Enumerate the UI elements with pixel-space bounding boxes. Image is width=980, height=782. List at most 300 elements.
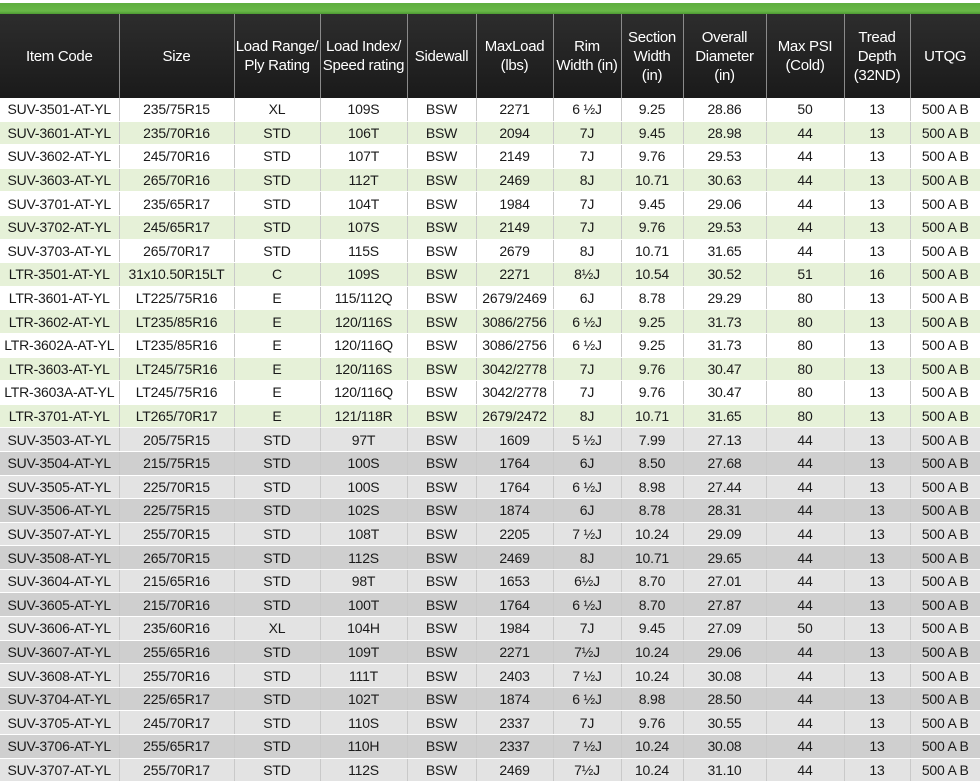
load-range-cell: STD	[234, 735, 320, 759]
section-width-cell: 8.78	[621, 499, 683, 523]
size-cell: LT235/85R16	[119, 333, 234, 357]
section-width-cell: 10.24	[621, 640, 683, 664]
item-code-cell: SUV-3607-AT-YL	[0, 640, 119, 664]
item-code-cell: LTR-3602A-AT-YL	[0, 333, 119, 357]
overall-diameter-cell: 30.52	[683, 263, 766, 287]
tread-depth-cell: 13	[844, 687, 910, 711]
load-range-cell: E	[234, 333, 320, 357]
rim-width-cell: 6J	[553, 451, 621, 475]
overall-diameter-cell: 28.50	[683, 687, 766, 711]
sidewall-cell: BSW	[407, 357, 476, 381]
section-width-cell: 9.76	[621, 215, 683, 239]
load-index-cell: 98T	[320, 569, 407, 593]
max-load-cell: 2679/2472	[476, 404, 553, 428]
sidewall-cell: BSW	[407, 640, 476, 664]
utqg-cell: 500 A B	[910, 381, 980, 405]
load-range-cell: STD	[234, 239, 320, 263]
max-psi-cell: 80	[766, 333, 844, 357]
rim-width-cell: 7 ½J	[553, 664, 621, 688]
max-load-cell: 2271	[476, 640, 553, 664]
table-row	[0, 121, 980, 145]
load-range-cell: STD	[234, 499, 320, 523]
utqg-cell: 500 A B	[910, 735, 980, 759]
load-range-cell: STD	[234, 758, 320, 782]
overall-diameter-cell: 30.08	[683, 664, 766, 688]
max-load-cell: 2403	[476, 664, 553, 688]
size-cell: LT235/85R16	[119, 310, 234, 334]
load-index-cell: 97T	[320, 428, 407, 452]
overall-diameter-cell: 29.09	[683, 522, 766, 546]
section-width-cell: 9.45	[621, 121, 683, 145]
item-code-cell: SUV-3507-AT-YL	[0, 522, 119, 546]
tread-depth-cell: 13	[844, 357, 910, 381]
col-header-item-code: Item Code	[0, 14, 119, 98]
load-range-cell: STD	[234, 451, 320, 475]
load-index-cell: 100S	[320, 451, 407, 475]
table-row	[0, 522, 980, 546]
item-code-cell: SUV-3608-AT-YL	[0, 664, 119, 688]
item-code-cell: SUV-3503-AT-YL	[0, 428, 119, 452]
sidewall-cell: BSW	[407, 617, 476, 641]
load-range-cell: STD	[234, 546, 320, 570]
load-index-cell: 102T	[320, 687, 407, 711]
max-psi-cell: 80	[766, 357, 844, 381]
table-row	[0, 286, 980, 310]
utqg-cell: 500 A B	[910, 664, 980, 688]
max-psi-cell: 44	[766, 522, 844, 546]
overall-diameter-cell: 27.68	[683, 451, 766, 475]
sidewall-cell: BSW	[407, 121, 476, 145]
overall-diameter-cell: 30.55	[683, 711, 766, 735]
section-width-cell: 8.70	[621, 593, 683, 617]
item-code-cell: SUV-3504-AT-YL	[0, 451, 119, 475]
load-range-cell: STD	[234, 168, 320, 192]
load-index-cell: 107T	[320, 145, 407, 169]
sidewall-cell: BSW	[407, 145, 476, 169]
load-index-cell: 120/116S	[320, 310, 407, 334]
col-header-overall-diameter: Overall Diameter (in)	[683, 14, 766, 98]
utqg-cell: 500 A B	[910, 310, 980, 334]
sidewall-cell: BSW	[407, 215, 476, 239]
max-psi-cell: 44	[766, 711, 844, 735]
col-header-tread-depth: Tread Depth (32ND)	[844, 14, 910, 98]
max-psi-cell: 44	[766, 451, 844, 475]
green-accent-bar	[0, 0, 980, 14]
item-code-cell: SUV-3604-AT-YL	[0, 569, 119, 593]
max-psi-cell: 80	[766, 286, 844, 310]
overall-diameter-cell: 30.63	[683, 168, 766, 192]
section-width-cell: 8.50	[621, 451, 683, 475]
rim-width-cell: 8J	[553, 168, 621, 192]
load-index-cell: 106T	[320, 121, 407, 145]
tread-depth-cell: 13	[844, 711, 910, 735]
section-width-cell: 10.24	[621, 735, 683, 759]
max-psi-cell: 44	[766, 192, 844, 216]
load-range-cell: STD	[234, 475, 320, 499]
col-header-utqg: UTQG	[910, 14, 980, 98]
rim-width-cell: 6 ½J	[553, 98, 621, 121]
utqg-cell: 500 A B	[910, 98, 980, 121]
tread-depth-cell: 13	[844, 310, 910, 334]
utqg-cell: 500 A B	[910, 404, 980, 428]
load-range-cell: C	[234, 263, 320, 287]
utqg-cell: 500 A B	[910, 215, 980, 239]
size-cell: LT245/75R16	[119, 381, 234, 405]
overall-diameter-cell: 27.01	[683, 569, 766, 593]
rim-width-cell: 6 ½J	[553, 687, 621, 711]
sidewall-cell: BSW	[407, 687, 476, 711]
item-code-cell: SUV-3501-AT-YL	[0, 98, 119, 121]
max-load-cell: 2469	[476, 758, 553, 782]
table-row	[0, 381, 980, 405]
size-cell: 235/65R17	[119, 192, 234, 216]
section-width-cell: 9.45	[621, 192, 683, 216]
max-load-cell: 3086/2756	[476, 310, 553, 334]
overall-diameter-cell: 27.44	[683, 475, 766, 499]
utqg-cell: 500 A B	[910, 475, 980, 499]
size-cell: LT265/70R17	[119, 404, 234, 428]
tread-depth-cell: 13	[844, 593, 910, 617]
table-row	[0, 546, 980, 570]
section-width-cell: 8.70	[621, 569, 683, 593]
table-row	[0, 758, 980, 782]
table-row	[0, 333, 980, 357]
section-width-cell: 10.71	[621, 239, 683, 263]
tread-depth-cell: 13	[844, 735, 910, 759]
rim-width-cell: 6J	[553, 286, 621, 310]
utqg-cell: 500 A B	[910, 617, 980, 641]
table-row	[0, 499, 980, 523]
section-width-cell: 9.76	[621, 711, 683, 735]
tread-depth-cell: 13	[844, 121, 910, 145]
max-psi-cell: 44	[766, 735, 844, 759]
overall-diameter-cell: 31.73	[683, 310, 766, 334]
col-header-section-width: Section Width (in)	[621, 14, 683, 98]
utqg-cell: 500 A B	[910, 121, 980, 145]
table-row	[0, 664, 980, 688]
overall-diameter-cell: 30.47	[683, 381, 766, 405]
utqg-cell: 500 A B	[910, 333, 980, 357]
max-load-cell: 2271	[476, 98, 553, 121]
rim-width-cell: 8½J	[553, 263, 621, 287]
tread-depth-cell: 13	[844, 98, 910, 121]
section-width-cell: 8.78	[621, 286, 683, 310]
col-header-rim-width: Rim Width (in)	[553, 14, 621, 98]
utqg-cell: 500 A B	[910, 263, 980, 287]
sidewall-cell: BSW	[407, 168, 476, 192]
size-cell: 245/70R16	[119, 145, 234, 169]
overall-diameter-cell: 27.87	[683, 593, 766, 617]
item-code-cell: LTR-3603A-AT-YL	[0, 381, 119, 405]
table-row	[0, 98, 980, 121]
rim-width-cell: 7 ½J	[553, 522, 621, 546]
load-index-cell: 110S	[320, 711, 407, 735]
max-load-cell: 1764	[476, 593, 553, 617]
load-index-cell: 109S	[320, 263, 407, 287]
overall-diameter-cell: 28.98	[683, 121, 766, 145]
utqg-cell: 500 A B	[910, 145, 980, 169]
size-cell: 31x10.50R15LT	[119, 263, 234, 287]
table-row	[0, 687, 980, 711]
rim-width-cell: 7J	[553, 145, 621, 169]
load-range-cell: STD	[234, 192, 320, 216]
max-psi-cell: 44	[766, 215, 844, 239]
section-width-cell: 10.71	[621, 168, 683, 192]
overall-diameter-cell: 30.08	[683, 735, 766, 759]
sidewall-cell: BSW	[407, 286, 476, 310]
max-load-cell: 2094	[476, 121, 553, 145]
max-load-cell: 2337	[476, 711, 553, 735]
load-range-cell: STD	[234, 711, 320, 735]
sidewall-cell: BSW	[407, 239, 476, 263]
size-cell: 205/75R15	[119, 428, 234, 452]
table-row	[0, 192, 980, 216]
overall-diameter-cell: 27.09	[683, 617, 766, 641]
load-index-cell: 107S	[320, 215, 407, 239]
sidewall-cell: BSW	[407, 333, 476, 357]
load-range-cell: E	[234, 286, 320, 310]
tread-depth-cell: 13	[844, 758, 910, 782]
size-cell: 235/75R15	[119, 98, 234, 121]
load-index-cell: 121/118R	[320, 404, 407, 428]
col-header-max-load: MaxLoad (lbs)	[476, 14, 553, 98]
table-row	[0, 145, 980, 169]
load-range-cell: STD	[234, 640, 320, 664]
load-index-cell: 115S	[320, 239, 407, 263]
max-load-cell: 2337	[476, 735, 553, 759]
max-psi-cell: 44	[766, 428, 844, 452]
load-range-cell: E	[234, 357, 320, 381]
max-psi-cell: 44	[766, 239, 844, 263]
size-cell: 265/70R15	[119, 546, 234, 570]
max-load-cell: 2271	[476, 263, 553, 287]
tread-depth-cell: 13	[844, 215, 910, 239]
rim-width-cell: 8J	[553, 404, 621, 428]
section-width-cell: 9.45	[621, 617, 683, 641]
sidewall-cell: BSW	[407, 263, 476, 287]
tread-depth-cell: 13	[844, 239, 910, 263]
section-width-cell: 8.98	[621, 475, 683, 499]
max-load-cell: 2679/2469	[476, 286, 553, 310]
load-range-cell: STD	[234, 121, 320, 145]
size-cell: 235/60R16	[119, 617, 234, 641]
max-psi-cell: 44	[766, 546, 844, 570]
section-width-cell: 9.76	[621, 357, 683, 381]
load-range-cell: XL	[234, 617, 320, 641]
utqg-cell: 500 A B	[910, 687, 980, 711]
size-cell: 235/70R16	[119, 121, 234, 145]
size-cell: 245/65R17	[119, 215, 234, 239]
rim-width-cell: 6J	[553, 499, 621, 523]
sidewall-cell: BSW	[407, 758, 476, 782]
max-load-cell: 2149	[476, 215, 553, 239]
utqg-cell: 500 A B	[910, 758, 980, 782]
sidewall-cell: BSW	[407, 664, 476, 688]
overall-diameter-cell: 28.86	[683, 98, 766, 121]
section-width-cell: 10.71	[621, 546, 683, 570]
rim-width-cell: 8J	[553, 546, 621, 570]
table-row	[0, 263, 980, 287]
load-range-cell: STD	[234, 569, 320, 593]
max-psi-cell: 44	[766, 687, 844, 711]
overall-diameter-cell: 28.31	[683, 499, 766, 523]
item-code-cell: SUV-3702-AT-YL	[0, 215, 119, 239]
utqg-cell: 500 A B	[910, 451, 980, 475]
size-cell: 255/65R16	[119, 640, 234, 664]
utqg-cell: 500 A B	[910, 522, 980, 546]
item-code-cell: LTR-3602-AT-YL	[0, 310, 119, 334]
size-cell: 215/75R15	[119, 451, 234, 475]
size-cell: 255/70R15	[119, 522, 234, 546]
overall-diameter-cell: 31.65	[683, 239, 766, 263]
load-index-cell: 109T	[320, 640, 407, 664]
load-range-cell: STD	[234, 145, 320, 169]
max-psi-cell: 44	[766, 569, 844, 593]
sidewall-cell: BSW	[407, 499, 476, 523]
tread-depth-cell: 13	[844, 664, 910, 688]
max-load-cell: 1764	[476, 475, 553, 499]
tread-depth-cell: 13	[844, 617, 910, 641]
rim-width-cell: 8J	[553, 239, 621, 263]
max-load-cell: 1984	[476, 192, 553, 216]
sidewall-cell: BSW	[407, 428, 476, 452]
max-load-cell: 2679	[476, 239, 553, 263]
rim-width-cell: 6 ½J	[553, 475, 621, 499]
size-cell: 255/70R17	[119, 758, 234, 782]
rim-width-cell: 7J	[553, 357, 621, 381]
col-header-size: Size	[119, 14, 234, 98]
max-psi-cell: 80	[766, 404, 844, 428]
table-row	[0, 428, 980, 452]
size-cell: LT245/75R16	[119, 357, 234, 381]
section-width-cell: 10.24	[621, 522, 683, 546]
utqg-cell: 500 A B	[910, 546, 980, 570]
table-row	[0, 640, 980, 664]
tread-depth-cell: 13	[844, 333, 910, 357]
size-cell: 225/70R15	[119, 475, 234, 499]
max-load-cell: 1609	[476, 428, 553, 452]
rim-width-cell: 7J	[553, 121, 621, 145]
tread-depth-cell: 13	[844, 286, 910, 310]
tire-spec-table	[0, 14, 980, 782]
size-cell: 265/70R17	[119, 239, 234, 263]
rim-width-cell: 7½J	[553, 758, 621, 782]
table-row	[0, 357, 980, 381]
load-range-cell: XL	[234, 98, 320, 121]
utqg-cell: 500 A B	[910, 569, 980, 593]
load-index-cell: 120/116Q	[320, 333, 407, 357]
tread-depth-cell: 13	[844, 640, 910, 664]
item-code-cell: SUV-3705-AT-YL	[0, 711, 119, 735]
item-code-cell: SUV-3703-AT-YL	[0, 239, 119, 263]
item-code-cell: SUV-3605-AT-YL	[0, 593, 119, 617]
sidewall-cell: BSW	[407, 522, 476, 546]
load-index-cell: 112T	[320, 168, 407, 192]
table-row	[0, 215, 980, 239]
max-psi-cell: 44	[766, 664, 844, 688]
overall-diameter-cell: 29.53	[683, 145, 766, 169]
sidewall-cell: BSW	[407, 451, 476, 475]
max-load-cell: 2469	[476, 168, 553, 192]
item-code-cell: SUV-3704-AT-YL	[0, 687, 119, 711]
tread-depth-cell: 13	[844, 192, 910, 216]
table-row	[0, 168, 980, 192]
item-code-cell: LTR-3601-AT-YL	[0, 286, 119, 310]
sidewall-cell: BSW	[407, 475, 476, 499]
item-code-cell: SUV-3606-AT-YL	[0, 617, 119, 641]
tread-depth-cell: 13	[844, 145, 910, 169]
max-load-cell: 2149	[476, 145, 553, 169]
load-index-cell: 111T	[320, 664, 407, 688]
load-index-cell: 109S	[320, 98, 407, 121]
load-index-cell: 104T	[320, 192, 407, 216]
load-range-cell: E	[234, 381, 320, 405]
max-load-cell: 1874	[476, 499, 553, 523]
table-row	[0, 735, 980, 759]
item-code-cell: LTR-3603-AT-YL	[0, 357, 119, 381]
section-width-cell: 7.99	[621, 428, 683, 452]
sidewall-cell: BSW	[407, 546, 476, 570]
overall-diameter-cell: 27.13	[683, 428, 766, 452]
utqg-cell: 500 A B	[910, 239, 980, 263]
tread-depth-cell: 13	[844, 546, 910, 570]
size-cell: 215/70R16	[119, 593, 234, 617]
max-psi-cell: 44	[766, 499, 844, 523]
max-load-cell: 2205	[476, 522, 553, 546]
table-row	[0, 475, 980, 499]
overall-diameter-cell: 31.65	[683, 404, 766, 428]
rim-width-cell: 6 ½J	[553, 310, 621, 334]
overall-diameter-cell: 29.06	[683, 640, 766, 664]
table-row	[0, 617, 980, 641]
col-header-sidewall: Sidewall	[407, 14, 476, 98]
max-psi-cell: 44	[766, 121, 844, 145]
max-load-cell: 2469	[476, 546, 553, 570]
utqg-cell: 500 A B	[910, 168, 980, 192]
overall-diameter-cell: 29.06	[683, 192, 766, 216]
size-cell: 215/65R16	[119, 569, 234, 593]
load-range-cell: STD	[234, 687, 320, 711]
max-psi-cell: 51	[766, 263, 844, 287]
load-range-cell: E	[234, 404, 320, 428]
tread-depth-cell: 13	[844, 569, 910, 593]
section-width-cell: 10.54	[621, 263, 683, 287]
rim-width-cell: 7 ½J	[553, 735, 621, 759]
table-row	[0, 593, 980, 617]
rim-width-cell: 7½J	[553, 640, 621, 664]
load-index-cell: 100T	[320, 593, 407, 617]
size-cell: 245/70R17	[119, 711, 234, 735]
max-psi-cell: 80	[766, 310, 844, 334]
rim-width-cell: 6 ½J	[553, 593, 621, 617]
max-psi-cell: 44	[766, 640, 844, 664]
utqg-cell: 500 A B	[910, 593, 980, 617]
size-cell: 265/70R16	[119, 168, 234, 192]
section-width-cell: 10.24	[621, 664, 683, 688]
sidewall-cell: BSW	[407, 711, 476, 735]
item-code-cell: SUV-3707-AT-YL	[0, 758, 119, 782]
rim-width-cell: 6 ½J	[553, 333, 621, 357]
load-index-cell: 115/112Q	[320, 286, 407, 310]
rim-width-cell: 7J	[553, 617, 621, 641]
max-psi-cell: 44	[766, 145, 844, 169]
item-code-cell: SUV-3602-AT-YL	[0, 145, 119, 169]
utqg-cell: 500 A B	[910, 357, 980, 381]
item-code-cell: LTR-3701-AT-YL	[0, 404, 119, 428]
rim-width-cell: 7J	[553, 711, 621, 735]
sidewall-cell: BSW	[407, 735, 476, 759]
col-header-max-psi: Max PSI (Cold)	[766, 14, 844, 98]
